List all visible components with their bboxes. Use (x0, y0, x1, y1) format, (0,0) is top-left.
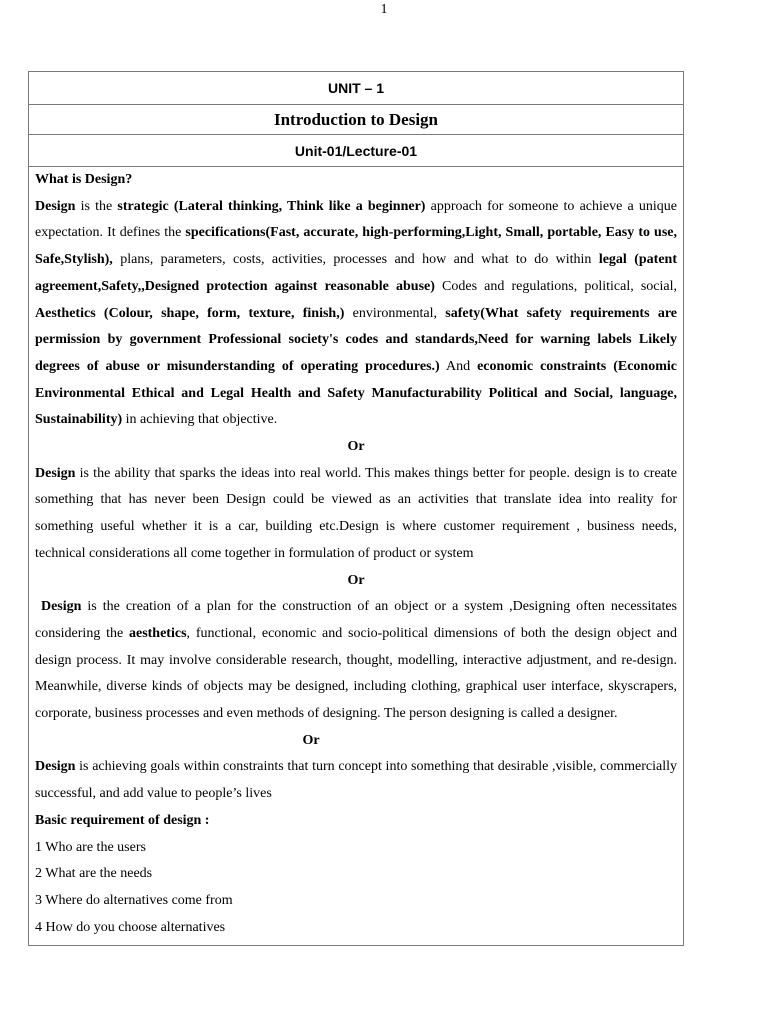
or-separator: Or (347, 572, 365, 588)
lecture-header: Unit-01/Lecture-01 (29, 135, 683, 167)
content-body (29, 167, 683, 945)
document-title: Introduction to Design (29, 105, 683, 135)
section-heading: What is Design? (35, 172, 133, 187)
paragraph-2: Design is the ability that sparks the ideas into real world. This makes things better for people. design is to create something that has never been Design could be viewed as an activities that translate idea into reality for something useful whether it is a car, building etc.Design is where customer requirement , business needs, technical considerations all come together in formulation of product or system (35, 465, 677, 561)
list-item: 4 How do you choose alternatives (35, 919, 226, 935)
list-item: 2 What are the needs (35, 866, 153, 882)
paragraph-4: Design is achieving goals within constraints that turn concept into something that desirable ,visible, commercially successful, and add value to people’s lives (35, 759, 677, 802)
list-item: 3 Where do alternatives come from (35, 892, 233, 908)
requirements-heading: Basic requirement of design : (35, 812, 210, 828)
unit-header: UNIT – 1 (29, 72, 683, 105)
list-item: 1 Who are the users (35, 839, 146, 855)
or-separator: Or (302, 732, 320, 748)
content-table (28, 71, 684, 946)
paragraph-1: Design is the strategic (Lateral thinking, Think like a beginner) approach for someone to achieve a unique expectation. It defines the specifications(Fast, accurate, high-performing,Light, Small, portable, Easy to use, Safe,Stylish), plans, parameters, costs, activities, processes and how and what to do within legal (patent agreement,Safety,,Designed protection against reasonable abuse) Codes and regulations, political, social, Aesthetics (Colour, shape, form, texture, finish,) environmental, safety(What safety requirements are permission by government Professional society's codes and standards,Need for warning labels Likely degrees of abuse or misunderstanding of operating procedures.) And economic constraints (Economic Environmental Ethical and Legal Health and Safety Manufacturability Political and Social, language, Sustainability) in achieving that objective. (35, 198, 678, 428)
or-separator: Or (347, 439, 365, 455)
paragraph-3: Design is the creation of a plan for the construction of an object or a system ,Designing often necessitates considering the aesthetics, functional, economic and socio-political dimensions of both the design object and design process. It may involve considerable research, thought, modelling, interactive adjustment, and re-design. Meanwhile, diverse kinds of objects may be designed, including clothing, graphical user interface, skyscrapers, corporate, business processes and even methods of designing. The person designing is called a designer. (35, 599, 678, 722)
page-number: 1 (380, 2, 388, 17)
